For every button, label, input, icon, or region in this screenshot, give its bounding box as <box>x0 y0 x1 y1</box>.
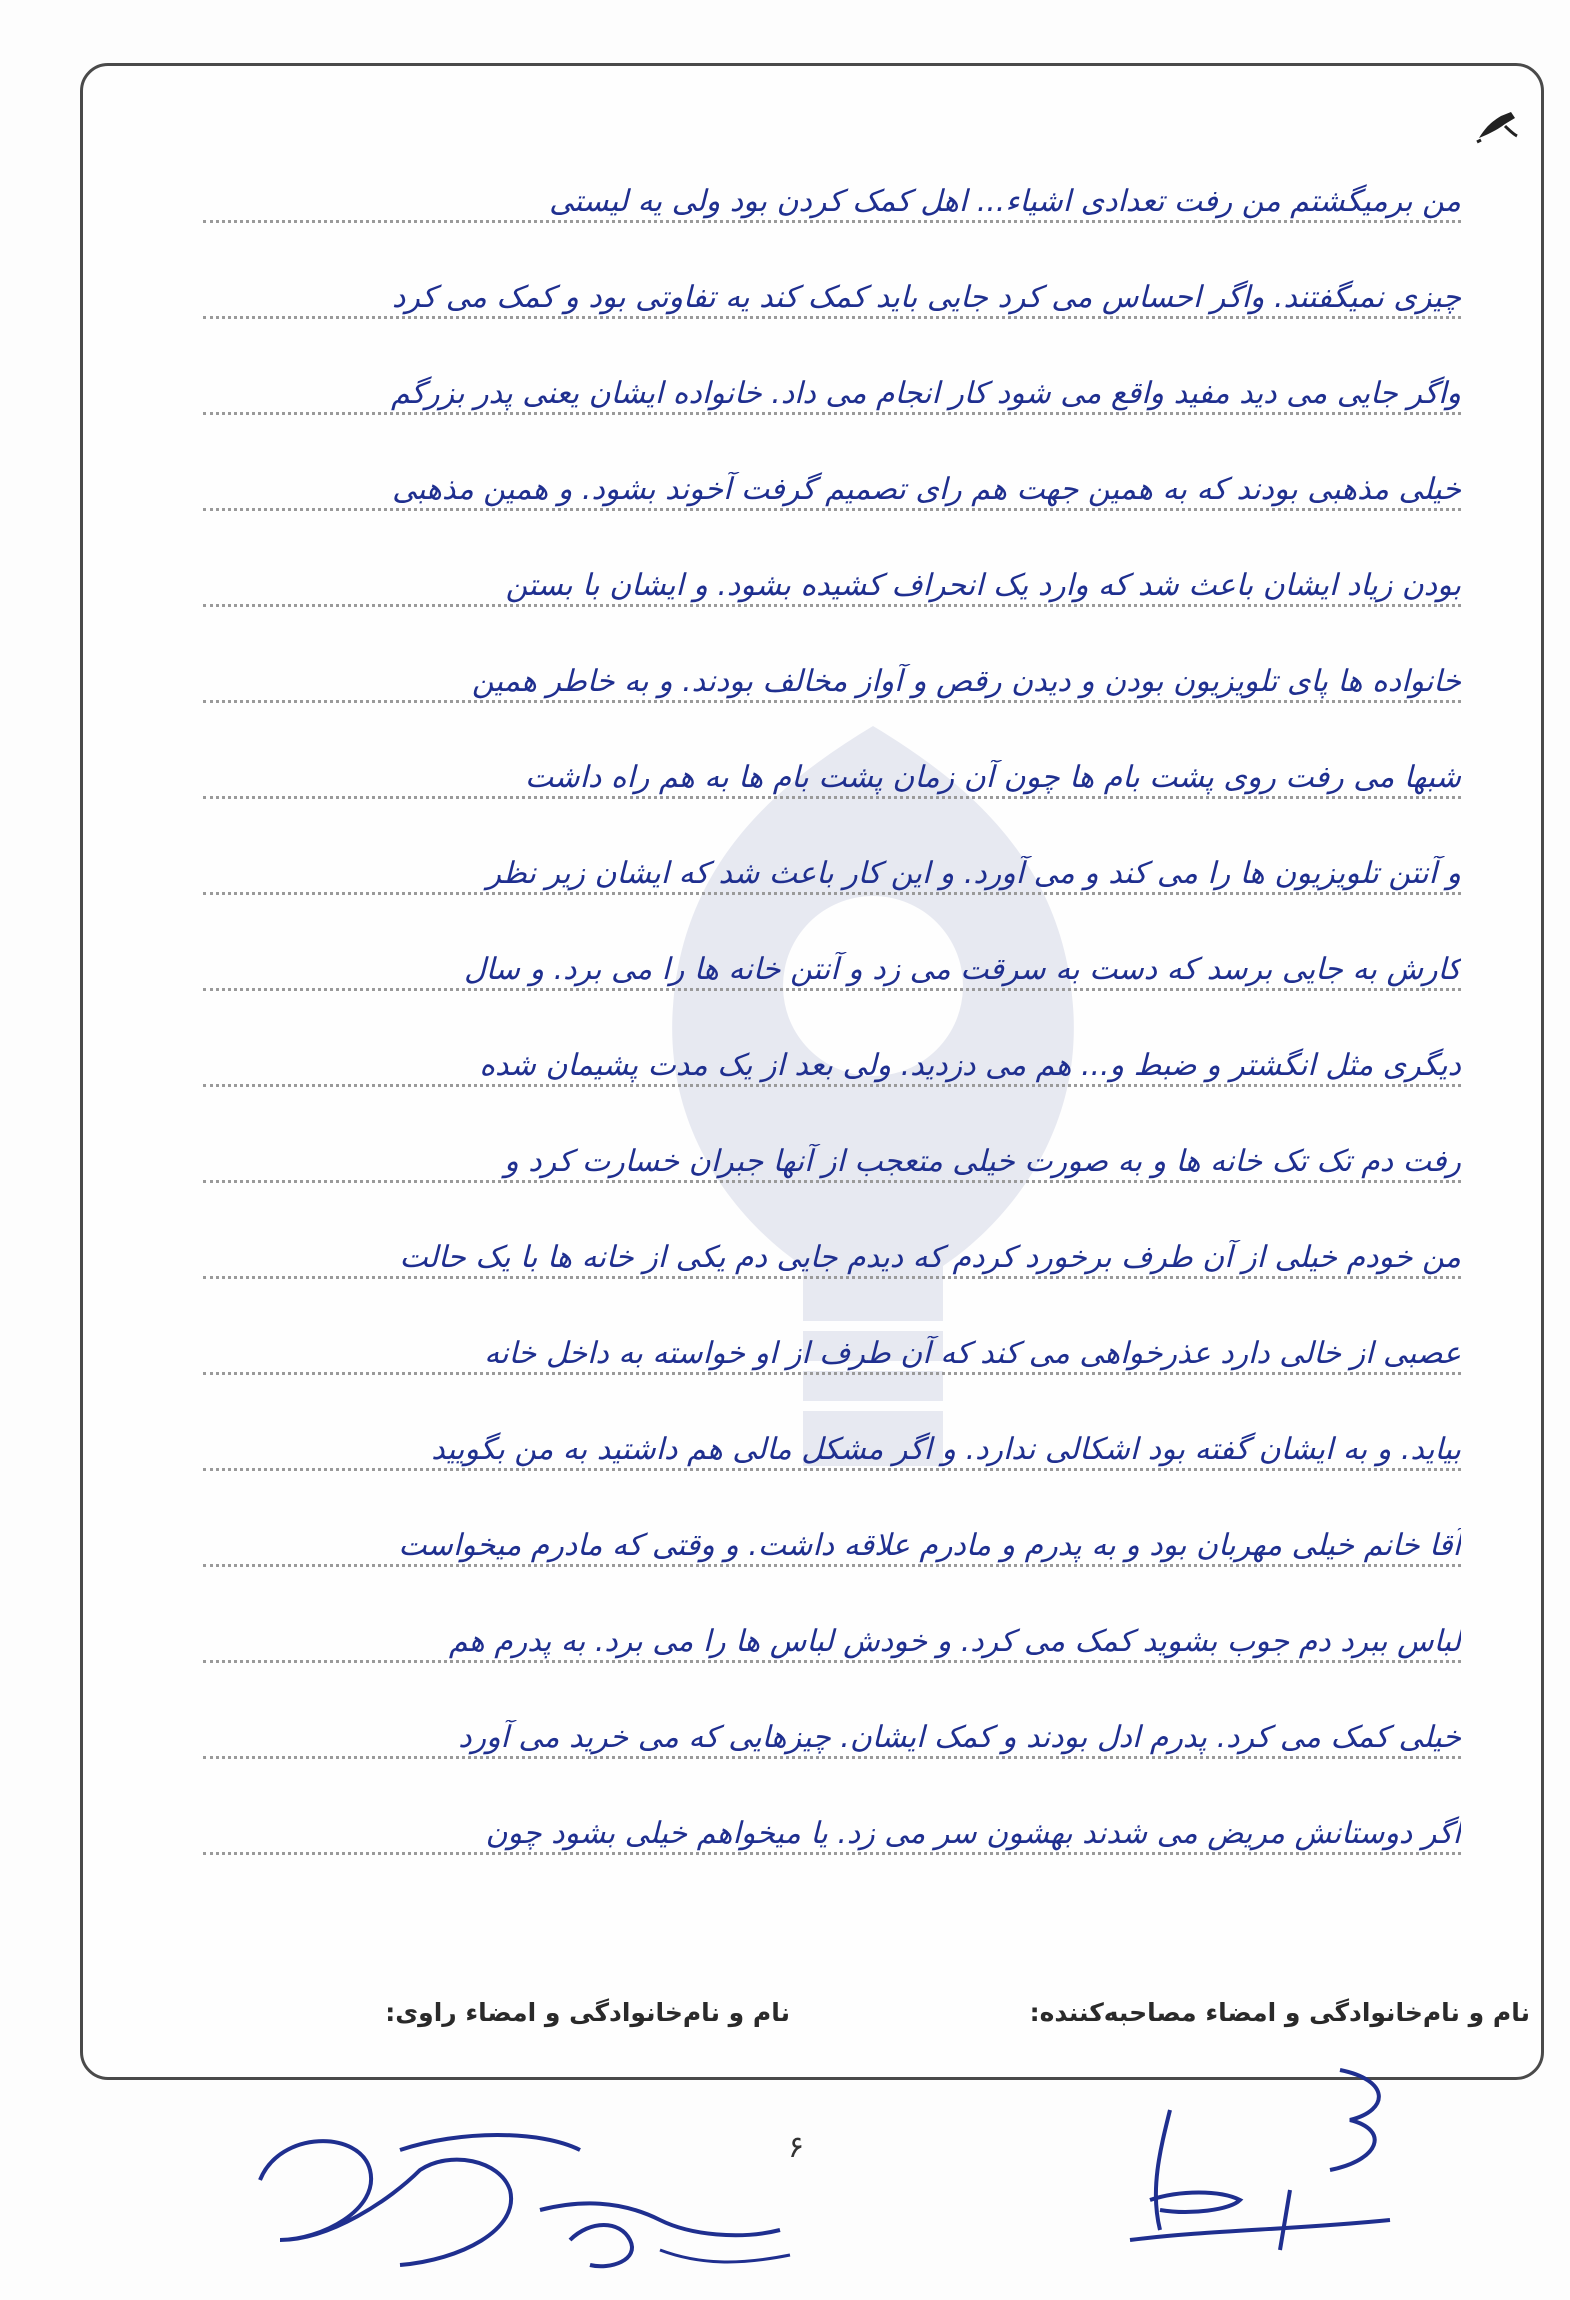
line-text: خیلی کمک می کرد. پدرم ادل بودند و کمک ایشان. چیزهایی که می خرید می آورد <box>458 1720 1461 1755</box>
text-line <box>203 1005 1461 1101</box>
dotted-rule <box>203 1468 1461 1471</box>
text-line <box>203 1101 1461 1197</box>
line-text: اگر دوستانش مریض می شدند بهشون سر می زد. یا میخواهم خیلی بشود چون <box>485 1816 1461 1851</box>
line-text: بودن زیاد ایشان باعث شد که وارد یک انحراف کشیده بشود. و ایشان با بستن <box>505 568 1461 603</box>
text-line <box>203 525 1461 621</box>
line-text: لباس ببرد دم جوب بشوید کمک می کرد. و خودش لباس ها را می برد. به پدرم هم <box>448 1624 1461 1659</box>
text-line <box>203 813 1461 909</box>
dotted-rule <box>203 1372 1461 1375</box>
dotted-rule <box>203 892 1461 895</box>
dotted-rule <box>203 700 1461 703</box>
interviewer-signature-label: نام و نام‌خانوادگی و امضاء مصاحبه‌کننده: <box>1029 1998 1530 2027</box>
text-line <box>203 1773 1461 1869</box>
dotted-rule <box>203 220 1461 223</box>
dotted-rule <box>203 1660 1461 1663</box>
narrator-signature-label: نام و نام‌خانوادگی و امضاء راوی: <box>385 1998 790 2027</box>
line-text: و آنتن تلویزیون ها را می کند و می آورد. و این کار باعث شد که ایشان زیر نظر <box>486 856 1461 891</box>
line-text: کارش به جایی برسد که دست به سرقت می زد و آنتن خانه ها را می برد. و سال <box>463 952 1461 987</box>
text-line <box>203 333 1461 429</box>
line-text: عصبی از خالی دارد عذرخواهی می کند که آن طرف از او خواسته به داخل خانه <box>484 1336 1461 1371</box>
text-line <box>203 1485 1461 1581</box>
line-text: من برمیگشتم من رفت تعدادی اشیاء... اهل کمک کردن بود ولی یه لیستی <box>549 184 1461 219</box>
text-line <box>203 621 1461 717</box>
text-line <box>203 237 1461 333</box>
text-line <box>203 1197 1461 1293</box>
line-text: واگر جایی می دید مفید واقع می شود کار انجام می داد. خانواده ایشان یعنی پدر بزرگم <box>390 376 1461 411</box>
text-line <box>203 1677 1461 1773</box>
form-frame <box>80 63 1544 2080</box>
interviewer-signature <box>1090 2050 1420 2260</box>
dotted-rule <box>203 988 1461 991</box>
line-text: خیلی مذهبی بودند که به همین جهت هم رای تصمیم گرفت آخوند بشود. و همین مذهبی <box>392 472 1461 507</box>
pen-icon <box>1475 108 1519 144</box>
text-line <box>203 141 1461 237</box>
dotted-rule <box>203 796 1461 799</box>
line-text: رفت دم تک تک خانه ها و به صورت خیلی متعجب از آنها جبران خسارت کرد و <box>504 1144 1461 1179</box>
dotted-rule <box>203 412 1461 415</box>
dotted-rule <box>203 1852 1461 1855</box>
text-line <box>203 429 1461 525</box>
line-text: شبها می رفت روی پشت بام ها چون آن زمان پشت بام ها به هم راه داشت <box>525 760 1461 795</box>
line-text: من خودم خیلی از آن طرف برخورد کردم که دیدم جایی دم یکی از خانه ها با یک حالت <box>399 1240 1461 1275</box>
line-text: چیزی نمیگفتند. واگر احساس می کرد جایی باید کمک کند یه تفاوتی بود و کمک می کرد <box>392 280 1461 315</box>
dotted-rule <box>203 1180 1461 1183</box>
dotted-rule <box>203 604 1461 607</box>
page-number: ۶ <box>788 2130 805 2165</box>
text-line <box>203 1581 1461 1677</box>
line-text: بیاید. و به ایشان گفته بود اشکالی ندارد. و اگر مشکل مالی هم داشتید به من بگویید <box>431 1432 1461 1467</box>
line-text: آقا خانم خیلی مهربان بود و به پدرم و مادرم علاقه داشت. و وقتی که مادرم میخواست <box>398 1528 1461 1563</box>
text-line <box>203 1389 1461 1485</box>
text-line <box>203 1293 1461 1389</box>
line-text: خانواده ها پای تلویزیون بودن و دیدن رقص و آواز مخالف بودند. و به خاطر همین <box>471 664 1461 699</box>
dotted-rule <box>203 1564 1461 1567</box>
text-line <box>203 717 1461 813</box>
dotted-rule <box>203 1756 1461 1759</box>
text-line <box>203 909 1461 1005</box>
line-text: دیگری مثل انگشتر و ضبط و... هم می دزدید. ولی بعد از یک مدت پشیمان شده <box>479 1048 1461 1083</box>
handwritten-lines <box>203 141 1461 1869</box>
dotted-rule <box>203 508 1461 511</box>
dotted-rule <box>203 316 1461 319</box>
narrator-signature <box>240 2090 800 2290</box>
dotted-rule <box>203 1276 1461 1279</box>
dotted-rule <box>203 1084 1461 1087</box>
